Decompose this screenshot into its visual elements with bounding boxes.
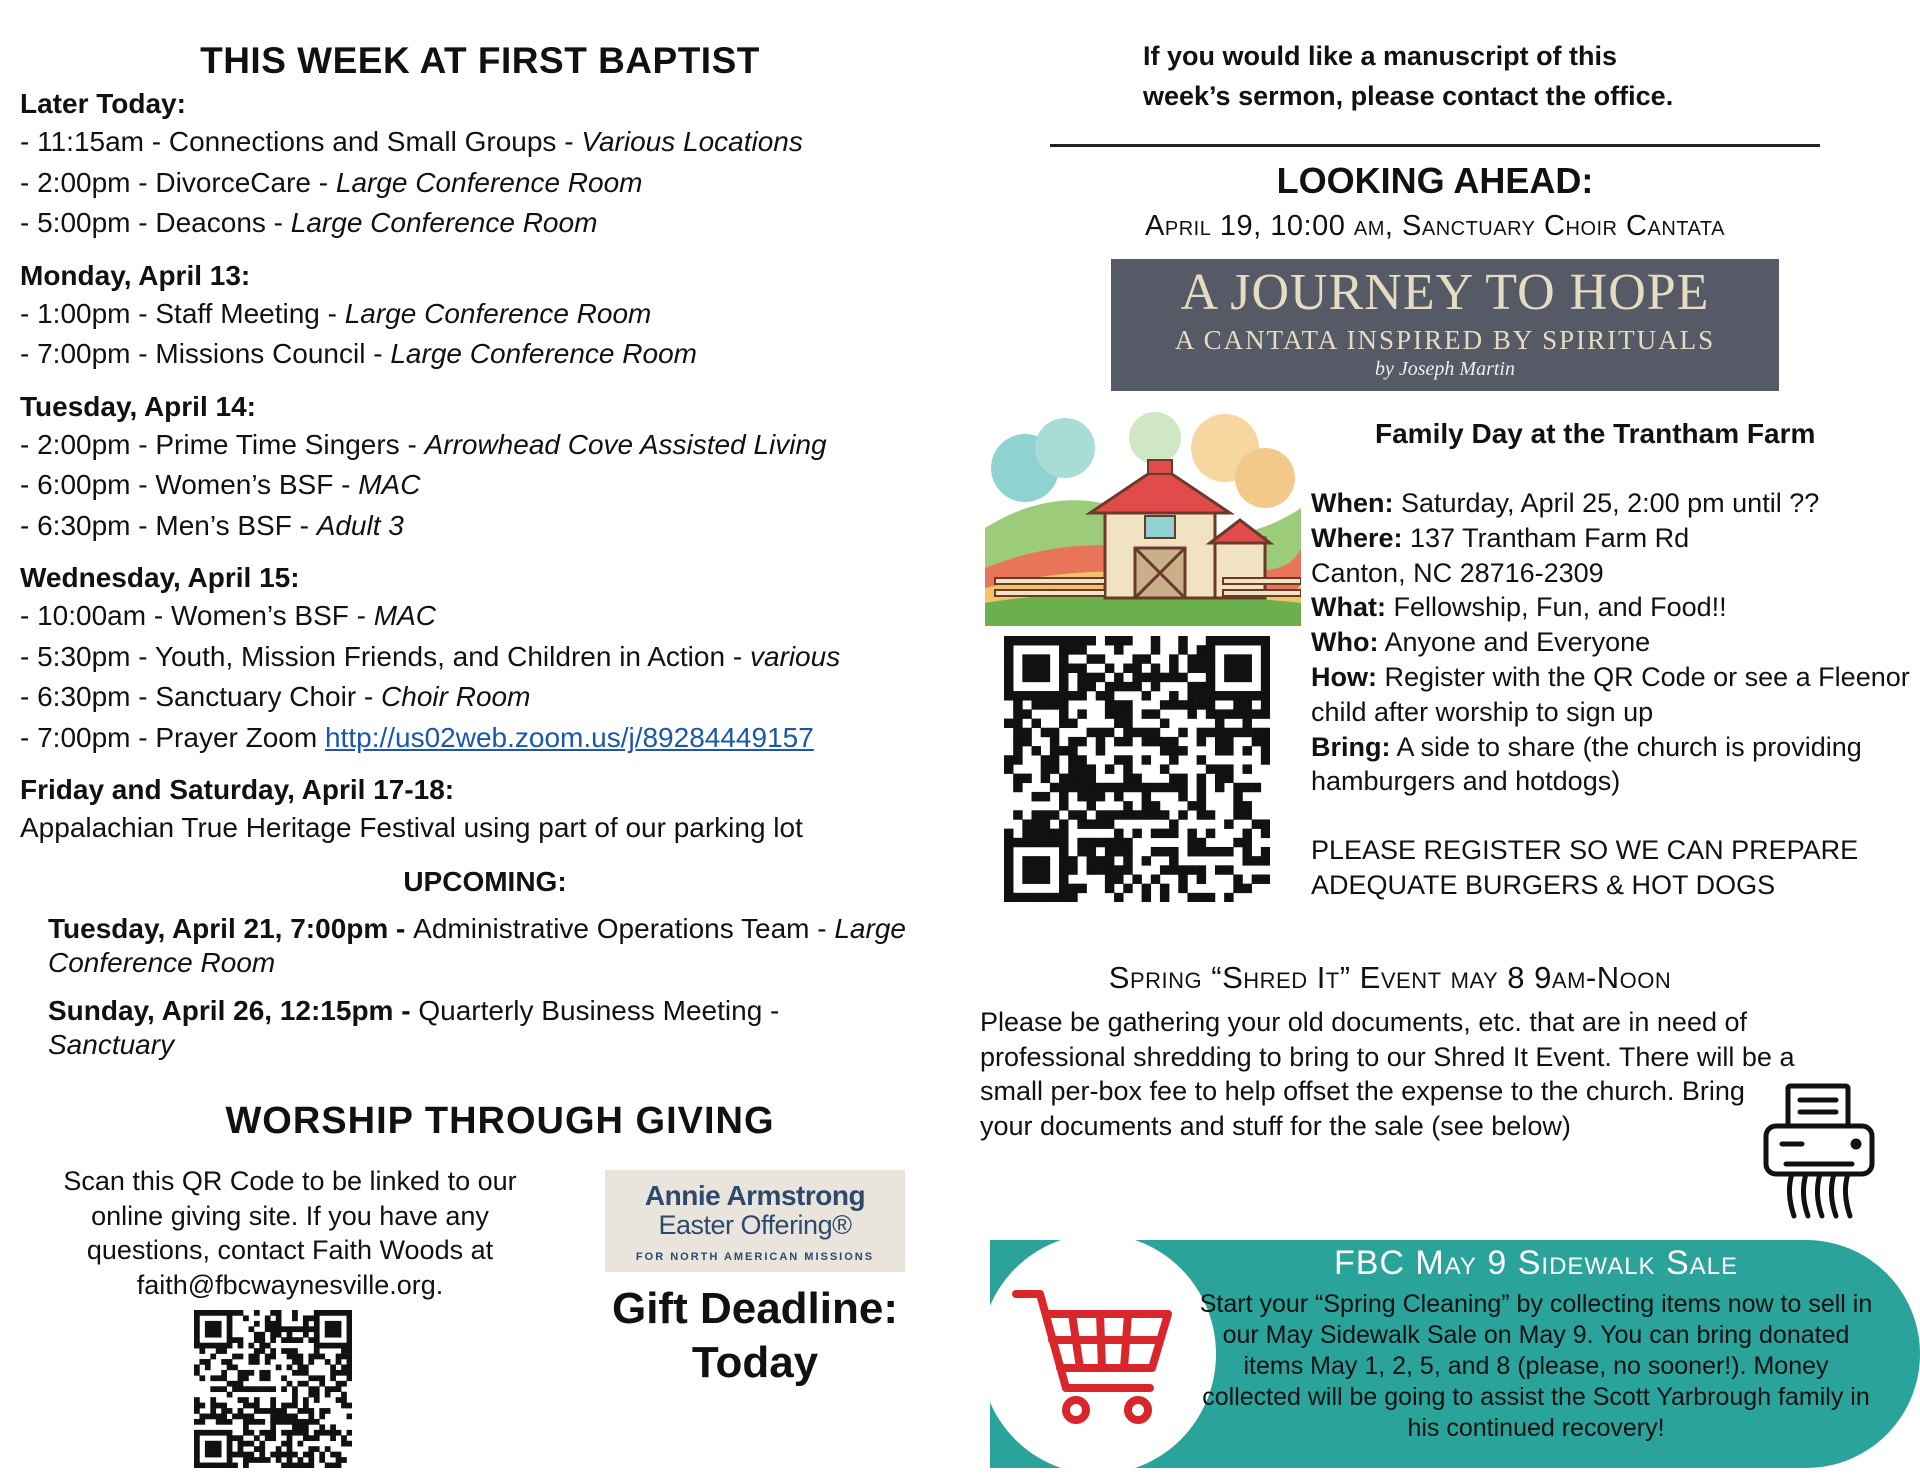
cantata-subtitle: A CANTATA INSPIRED BY SPIRITUALS <box>1174 325 1716 355</box>
annie-logo-line3: FOR NORTH AMERICAN MISSIONS <box>635 1251 875 1263</box>
section-divider <box>1050 144 1820 147</box>
farm-day-details <box>1311 486 1911 903</box>
farm-day-title: Family Day at the Trantham Farm <box>1375 418 1816 449</box>
farm-where-city: Canton, NC 28716-2309 <box>1311 557 1604 588</box>
looking-ahead-title: LOOKING AHEAD: <box>1276 160 1594 201</box>
day-heading: Friday and Saturday, April 17-18: <box>20 774 455 805</box>
annie-logo-line2: Easter Offering® <box>658 1210 852 1240</box>
this-week-section <box>20 40 960 1062</box>
event-line: - 6:30pm - Sanctuary Choir - Choir Room <box>20 681 531 712</box>
annie-armstrong-logo <box>605 1170 905 1272</box>
manuscript-note <box>1143 36 1673 116</box>
shredder-icon <box>1762 1082 1878 1222</box>
sidewalk-sale-title: FBC May 9 Sidewalk Sale <box>1333 1244 1739 1282</box>
giving-qr-code[interactable] <box>194 1310 352 1468</box>
farm-register-note: PLEASE REGISTER SO WE CAN PREPARE ADEQUATE BURGERS & HOT DOGS <box>1311 835 1859 900</box>
shopping-cart-icon <box>1010 1280 1180 1430</box>
event-line: - 6:00pm - Women’s BSF - MAC <box>20 469 421 500</box>
event-line: - 10:00am - Women’s BSF - MAC <box>20 600 436 631</box>
upcoming-title: UPCOMING: <box>403 866 567 897</box>
gift-deadline <box>600 1282 910 1390</box>
giving-text: Scan this QR Code to be linked to our online giving site. If you have any questions, contact Faith Woods at faith@fbcwaynesville.org. <box>63 1166 517 1300</box>
event-line: - 5:00pm - Deacons - Large Conference Room <box>20 207 598 238</box>
sidewalk-sale-text: Start your “Spring Cleaning” by collecting items now to sell in our May Sidewalk Sale on May 9. You can bring donated items May 1, 2, 5, and 8 (please, no sooner!). Money collected will be going to assist the Scott Yarbrough family in his continued recovery! <box>1199 1290 1873 1442</box>
shred-event-title: Spring “Shred It” Event may 8 9am-Noon <box>1108 960 1672 995</box>
manuscript-line: week’s sermon, please contact the office. <box>1143 81 1674 111</box>
this-week-title: THIS WEEK AT FIRST BAPTIST <box>200 40 760 81</box>
shred-event-text: Please be gathering your old documents, etc. that are in need of professional shredding to bring to our Shred It Event. There will be a small per-box fee to help offset the expense to the church. Bring your documents and stuff for the sale (see below) <box>980 1007 1795 1141</box>
farm-barn-illustration <box>985 408 1301 626</box>
cantata-byline: by Joseph Martin <box>1375 358 1515 380</box>
event-line: - 6:30pm - Men’s BSF - Adult 3 <box>20 509 404 541</box>
manuscript-line: If you would like a manuscript of this <box>1143 41 1618 71</box>
event-line: - 7:00pm - Prayer Zoom http://us02web.zoom.us/j/89284449157 <box>20 721 814 753</box>
farm-bring: Bring: A side to share (the church is providing hamburgers and hotdogs) <box>1311 731 1862 797</box>
event-line: Appalachian True Heritage Festival using part of our parking lot <box>20 812 803 843</box>
upcoming-item: Tuesday, April 21, 7:00pm - Administrative Operations Team - Large Conference Room <box>48 913 906 978</box>
cantata-banner <box>1111 259 1779 391</box>
event-line: - 1:00pm - Staff Meeting - Large Conference Room <box>20 297 652 329</box>
farm-where: Where: 137 Trantham Farm Rd <box>1311 522 1690 553</box>
event-line: - 7:00pm - Missions Council - Large Conference Room <box>20 338 697 369</box>
farm-registration-qr-code[interactable] <box>1004 636 1270 902</box>
cantata-title: A JOURNEY TO HOPE <box>1180 264 1710 321</box>
zoom-link[interactable]: http://us02web.zoom.us/j/89284449157 <box>324 721 814 753</box>
farm-who: Who: Anyone and Everyone <box>1311 627 1651 658</box>
giving-title: WORSHIP THROUGH GIVING <box>225 1100 775 1142</box>
farm-when: When: Saturday, April 25, 2:00 pm until ?? <box>1311 488 1820 518</box>
annie-logo-line1: Annie Armstrong <box>644 1180 866 1211</box>
event-line: - 2:00pm - DivorceCare - Large Conference Room <box>20 166 643 198</box>
gift-deadline-label: Gift Deadline: <box>611 1284 899 1333</box>
cantata-date: April 19, 10:00 am, Sanctuary Choir Cantata <box>1145 210 1725 242</box>
day-heading: Wednesday, April 15: <box>20 562 300 593</box>
event-line: - 11:15am - Connections and Small Groups - Various Locations <box>20 126 803 157</box>
upcoming-item: Sunday, April 26, 12:15pm - Quarterly Business Meeting - Sanctuary <box>48 995 780 1060</box>
day-heading: Tuesday, April 14: <box>20 390 256 422</box>
day-heading: Monday, April 13: <box>20 259 251 291</box>
event-line: - 2:00pm - Prime Time Singers - Arrowhead Cove Assisted Living <box>20 428 827 460</box>
gift-deadline-value: Today <box>691 1338 819 1387</box>
farm-what: What: Fellowship, Fun, and Food!! <box>1311 592 1727 623</box>
event-line: - 5:30pm - Youth, Mission Friends, and Children in Action - various <box>20 640 841 672</box>
day-heading: Later Today: <box>20 88 186 119</box>
farm-how: How: Register with the QR Code or see a Fleenor child after worship to sign up <box>1311 661 1910 727</box>
